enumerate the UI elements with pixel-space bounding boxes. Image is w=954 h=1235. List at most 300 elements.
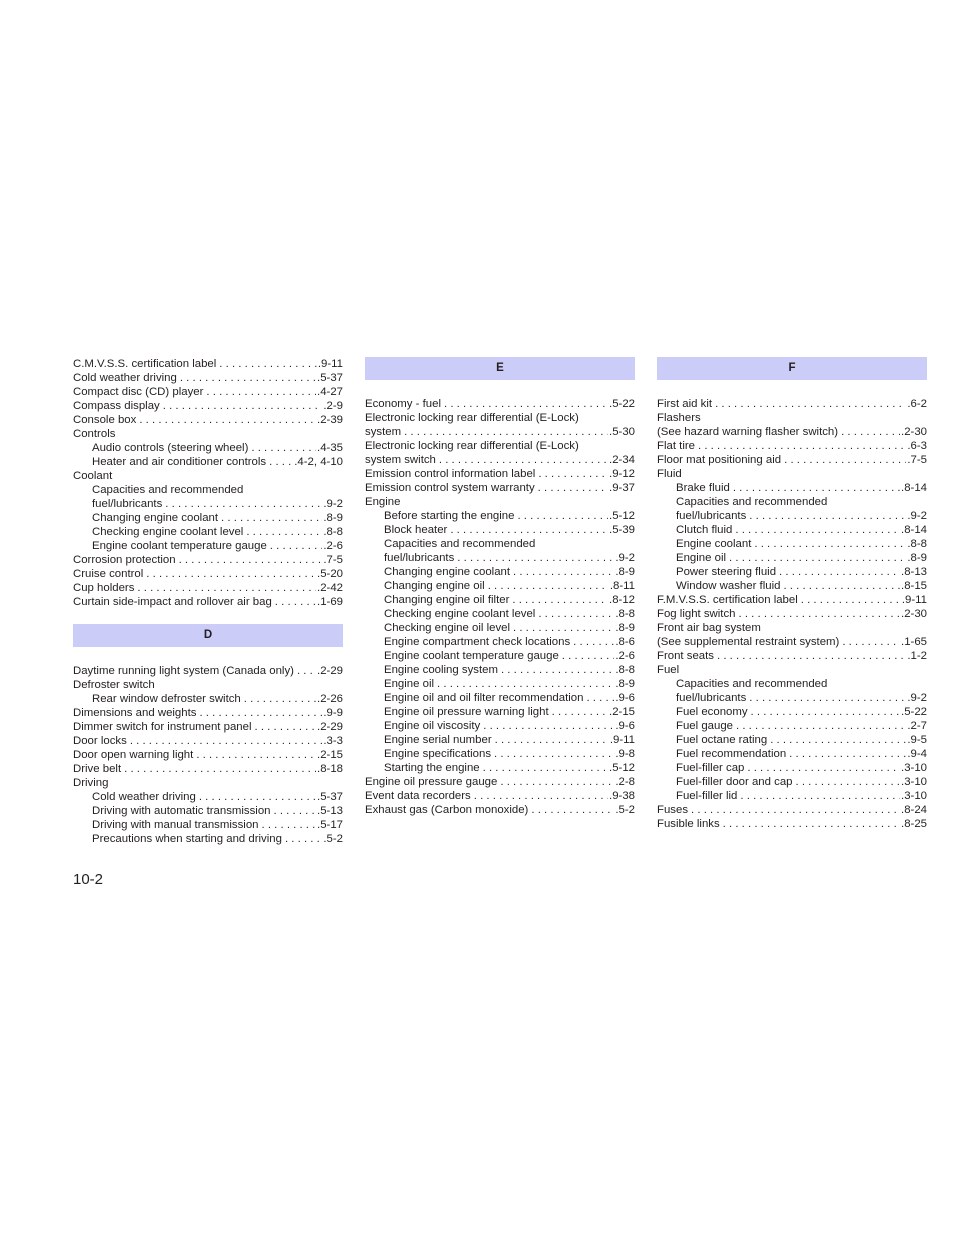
entry-title: fuel/lubricants (384, 552, 455, 564)
dot-leader (179, 553, 323, 567)
dot-leader (165, 497, 322, 511)
entry-title: Curtain side-impact and rollover air bag (73, 596, 272, 608)
entry-page-ref: .8-15 (901, 580, 927, 592)
entry-page-ref: .8-14 (901, 482, 927, 494)
entry-title: Brake fluid (676, 482, 730, 494)
entry-title: Precautions when starting and driving (92, 833, 282, 845)
entry-title: Emission control system warranty (365, 482, 535, 494)
entry-title: Driving (73, 777, 109, 789)
dot-leader (747, 761, 900, 775)
dot-leader (255, 720, 317, 734)
entry-title: Door locks (73, 735, 127, 747)
entry-title: Fuel-filler lid (676, 790, 738, 802)
dot-leader (275, 595, 316, 609)
index-entry (73, 832, 343, 846)
dot-leader (199, 706, 322, 720)
dot-leader (513, 621, 614, 635)
entry-title: Starting the engine (384, 762, 480, 774)
entry-page-ref: .2-30 (901, 608, 927, 620)
entry-page-ref: .5-2 (323, 833, 343, 845)
index-entry (365, 649, 635, 663)
entry-title: Engine (365, 496, 401, 508)
index-entry (657, 663, 927, 677)
index-entry (365, 551, 635, 565)
entry-title: Engine serial number (384, 734, 492, 746)
index-entry (365, 691, 635, 705)
dot-leader (124, 762, 316, 776)
entry-title: Fuel-filler cap (676, 762, 745, 774)
section-gap (73, 609, 343, 624)
entry-page-ref: .9-2 (615, 552, 635, 564)
index-entry (657, 761, 927, 775)
entry-title: Window washer fluid (676, 580, 781, 592)
index-entry (657, 789, 927, 803)
entry-page-ref: .5-12 (609, 762, 635, 774)
index-entry (365, 635, 635, 649)
entry-page-ref: .8-8 (615, 608, 635, 620)
entry-page-ref: .8-9 (615, 622, 635, 634)
index-entry (73, 790, 343, 804)
entry-page-ref: .9-2 (323, 498, 343, 510)
index-entry (365, 803, 635, 817)
index-entry (365, 775, 635, 789)
entry-title: Emission control information label (365, 468, 536, 480)
entry-page-ref: .2-30 (901, 426, 927, 438)
dot-leader (779, 565, 900, 579)
dot-leader (206, 385, 316, 399)
index-entry (365, 495, 635, 509)
entry-page-ref: .5-22 (901, 706, 927, 718)
index-entry (365, 747, 635, 761)
dot-leader (494, 747, 614, 761)
entry-title: Fuel-filler door and cap (676, 776, 793, 788)
dot-leader (717, 649, 906, 663)
entry-title: Engine oil pressure gauge (365, 776, 498, 788)
entry-page-ref: .2-9 (323, 400, 343, 412)
dot-leader (483, 761, 608, 775)
entry-page-ref: .3-10 (901, 776, 927, 788)
index-column-3 (657, 357, 927, 831)
dot-leader (244, 692, 316, 706)
section-header-f: F (657, 357, 927, 380)
dot-leader (531, 803, 614, 817)
entry-title: Electronic locking rear differential (E-Lock) (365, 412, 579, 424)
entry-page-ref: .5-37 (317, 791, 343, 803)
dot-leader (439, 453, 608, 467)
entry-title: Exhaust gas (Carbon monoxide) (365, 804, 529, 816)
entry-title: Fusible links (657, 818, 720, 830)
entry-title: Fuel recommendation (676, 748, 787, 760)
index-entry (73, 455, 343, 469)
entry-page-ref: .3-10 (901, 790, 927, 802)
index-entry (73, 595, 343, 609)
index-entry (365, 733, 635, 747)
dot-leader (137, 581, 316, 595)
dot-leader (163, 399, 323, 413)
entry-page-ref: .6-2 (907, 398, 927, 410)
entry-title: Checking engine coolant level (384, 608, 536, 620)
dot-leader (842, 635, 900, 649)
index-entry (365, 523, 635, 537)
entry-title: Console box (73, 414, 137, 426)
dot-leader (749, 509, 906, 523)
index-entry (657, 523, 927, 537)
entry-title: Capacities and recommended (676, 496, 828, 508)
entry-title: Fuel economy (676, 706, 748, 718)
entry-page-ref: .9-11 (317, 358, 343, 370)
section-header-e: E (365, 357, 635, 380)
index-entry (365, 677, 635, 691)
dot-leader (146, 567, 316, 581)
dot-leader (789, 747, 906, 761)
entry-page-ref: .8-11 (609, 580, 635, 592)
entry-title: Audio controls (steering wheel) (92, 442, 249, 454)
entry-page-ref: .8-18 (317, 763, 343, 775)
section-header-d: D (73, 624, 343, 647)
entry-page-ref: .1-69 (317, 596, 343, 608)
index-entry (73, 539, 343, 553)
index-entry (73, 804, 343, 818)
dot-leader (457, 551, 614, 565)
entry-title: Defroster switch (73, 679, 155, 691)
index-column-1 (73, 357, 343, 846)
entry-page-ref: .8-9 (615, 678, 635, 690)
entry-title: Clutch fluid (676, 524, 733, 536)
index-entry (365, 789, 635, 803)
entry-page-ref: .2-6 (323, 540, 343, 552)
entry-title: Engine coolant temperature gauge (92, 540, 267, 552)
entry-title: Engine oil pressure warning light (384, 706, 549, 718)
entry-page-ref: .5-22 (609, 398, 635, 410)
entry-page-ref: .9-2 (907, 692, 927, 704)
entry-page-ref: .2-26 (317, 693, 343, 705)
entry-title: Cold weather driving (92, 791, 196, 803)
index-entry (657, 803, 927, 817)
index-entry (365, 453, 635, 467)
index-entry (657, 607, 927, 621)
dot-leader (474, 789, 608, 803)
dot-leader (783, 579, 900, 593)
entry-title: Daytime running light system (Canada only) (73, 665, 294, 677)
index-entry (657, 551, 927, 565)
entry-page-ref: .9-11 (901, 594, 927, 606)
index-entry (365, 621, 635, 635)
entry-page-ref: .9-38 (609, 790, 635, 802)
entry-title: system switch (365, 454, 436, 466)
entry-title: Engine specifications (384, 748, 492, 760)
dot-leader (552, 705, 608, 719)
entry-title: Engine cooling system (384, 664, 498, 676)
entry-page-ref: .9-6 (615, 720, 635, 732)
dot-leader (270, 539, 323, 553)
entry-page-ref: .2-15 (609, 706, 635, 718)
index-entry (365, 663, 635, 677)
index-entry (73, 567, 343, 581)
entry-title: fuel/lubricants (676, 510, 747, 522)
entry-title: Engine oil viscosity (384, 720, 481, 732)
index-entry (657, 747, 927, 761)
index-entry (657, 495, 927, 509)
dot-leader (495, 733, 609, 747)
entry-page-ref: .4-35 (317, 442, 343, 454)
dot-leader (512, 593, 608, 607)
index-entry (73, 706, 343, 720)
index-entry (73, 371, 343, 385)
index-entry (657, 719, 927, 733)
dot-leader (723, 817, 900, 831)
dot-leader (801, 593, 901, 607)
entry-page-ref: .5-39 (609, 524, 635, 536)
entry-page-ref: .5-20 (317, 568, 343, 580)
dot-leader (770, 733, 906, 747)
entry-page-ref: .8-8 (907, 538, 927, 550)
dot-leader (715, 397, 906, 411)
entry-title: Engine coolant temperature gauge (384, 650, 559, 662)
dot-leader (251, 441, 316, 455)
index-entry (657, 677, 927, 691)
index-entry (73, 357, 343, 371)
entry-title: Flashers (657, 412, 701, 424)
entry-page-ref: .9-5 (907, 734, 927, 746)
dot-leader (538, 481, 608, 495)
index-entry (657, 705, 927, 719)
entry-title: Engine oil (676, 552, 727, 564)
entry-title: fuel/lubricants (676, 692, 747, 704)
index-entry (365, 607, 635, 621)
index-entry (657, 411, 927, 425)
entry-title: Changing engine oil (384, 580, 485, 592)
index-entry (73, 385, 343, 399)
entry-title: Changing engine coolant (92, 512, 219, 524)
index-entry (657, 565, 927, 579)
entry-title: Changing engine coolant (384, 566, 511, 578)
entry-page-ref: .9-8 (615, 748, 635, 760)
dot-leader (841, 425, 900, 439)
entry-page-ref: .8-8 (615, 664, 635, 676)
dot-leader (246, 525, 322, 539)
entry-page-ref: .1-65 (901, 636, 927, 648)
dot-leader (586, 691, 614, 705)
index-entry (365, 467, 635, 481)
index-entry (73, 427, 343, 441)
entry-title: (See supplemental restraint system) (657, 636, 840, 648)
dot-leader (784, 453, 906, 467)
entry-page-ref: .2-29 (317, 665, 343, 677)
entry-title: Drive belt (73, 763, 122, 775)
dot-leader (562, 649, 615, 663)
entry-page-ref: .2-7 (907, 720, 927, 732)
index-entry (73, 413, 343, 427)
index-entry (657, 439, 927, 453)
index-entry (73, 678, 343, 692)
index-entry (73, 581, 343, 595)
entry-title: Flat tire (657, 440, 695, 452)
dot-leader (269, 455, 293, 469)
dot-leader (749, 691, 906, 705)
entry-title: Driving with manual transmission (92, 819, 259, 831)
entry-page-ref: .9-6 (615, 692, 635, 704)
index-column-2 (365, 357, 635, 817)
entry-page-ref: .3-3 (323, 735, 343, 747)
entry-title: Heater and air conditioner controls (92, 456, 267, 468)
entry-title: Compact disc (CD) player (73, 386, 204, 398)
entry-title: Capacities and recommended (676, 678, 828, 690)
entry-title: Fuses (657, 804, 689, 816)
entry-page-ref: .8-9 (323, 512, 343, 524)
dot-leader (219, 357, 317, 371)
entry-page-ref: .9-2 (907, 510, 927, 522)
index-entry (365, 411, 635, 425)
index-entry (73, 664, 343, 678)
dot-leader (274, 804, 317, 818)
index-entry (365, 593, 635, 607)
entry-title: Cold weather driving (73, 372, 177, 384)
dot-leader (262, 818, 317, 832)
entry-page-ref: .9-37 (609, 482, 635, 494)
dot-leader (297, 664, 316, 678)
dot-leader (538, 607, 614, 621)
entry-title: Coolant (73, 470, 113, 482)
entry-title: Door open warning light (73, 749, 194, 761)
entry-page-ref: .8-14 (901, 524, 927, 536)
entry-title: (See hazard warning flasher switch) (657, 426, 839, 438)
entry-title: Checking engine coolant level (92, 526, 244, 538)
index-entry (657, 397, 927, 411)
dot-leader (450, 523, 608, 537)
entry-title: Rear window defroster switch (92, 693, 241, 705)
entry-page-ref: .9-12 (609, 468, 635, 480)
entry-page-ref: .8-9 (907, 552, 927, 564)
index-entry (657, 453, 927, 467)
dot-leader (796, 775, 901, 789)
index-entry (73, 525, 343, 539)
dot-leader (754, 537, 906, 551)
index-entry (657, 481, 927, 495)
dot-leader (698, 439, 906, 453)
page-number: 10-2 (73, 871, 104, 888)
entry-page-ref: .9-11 (609, 734, 635, 746)
index-entry (365, 481, 635, 495)
entry-title: system (365, 426, 402, 438)
entry-title: Capacities and recommended (384, 538, 536, 550)
dot-leader (404, 425, 608, 439)
index-entry (73, 497, 343, 511)
entry-title: Fuel octane rating (676, 734, 768, 746)
dot-leader (221, 511, 322, 525)
entry-title: Cruise control (73, 568, 144, 580)
index-entry (657, 621, 927, 635)
dot-leader (501, 663, 614, 677)
entry-title: Changing engine oil filter (384, 594, 510, 606)
index-entry (73, 692, 343, 706)
index-entry (657, 425, 927, 439)
entry-title: Power steering fluid (676, 566, 777, 578)
entry-page-ref: .8-13 (901, 566, 927, 578)
entry-page-ref: .7-5 (323, 554, 343, 566)
entry-page-ref: .2-6 (615, 650, 635, 662)
index-entry (365, 397, 635, 411)
index-entry (365, 509, 635, 523)
entry-title: Floor mat positioning aid (657, 454, 782, 466)
entry-title: Economy - fuel (365, 398, 441, 410)
index-entry (365, 719, 635, 733)
entry-title: Fog light switch (657, 608, 736, 620)
dot-leader (517, 509, 608, 523)
dot-leader (139, 413, 316, 427)
index-entry (73, 720, 343, 734)
index-entry (657, 817, 927, 831)
entry-title: Electronic locking rear differential (E-Lock) (365, 440, 579, 452)
entry-page-ref: .2-8 (615, 776, 635, 788)
entry-page-ref: .2-29 (317, 721, 343, 733)
entry-title: Block heater (384, 524, 448, 536)
index-entry (657, 635, 927, 649)
index-entry (73, 734, 343, 748)
index-entry (73, 399, 343, 413)
entry-title: Fuel gauge (676, 720, 733, 732)
entry-page-ref: .8-25 (901, 818, 927, 830)
dot-leader (573, 635, 614, 649)
entry-title: Engine oil (384, 678, 435, 690)
entry-page-ref: .5-12 (609, 510, 635, 522)
entry-title: fuel/lubricants (92, 498, 163, 510)
entry-page-ref: .8-9 (615, 566, 635, 578)
dot-leader (199, 790, 316, 804)
index-entry (365, 537, 635, 551)
dot-leader (729, 551, 906, 565)
entry-page-ref: .2-42 (317, 582, 343, 594)
entry-page-ref: .2-34 (609, 454, 635, 466)
entry-page-ref: .4-27 (317, 386, 343, 398)
dot-leader (488, 579, 609, 593)
entry-title: Engine compartment check locations (384, 636, 571, 648)
dot-leader (751, 705, 900, 719)
entry-title: Before starting the engine (384, 510, 515, 522)
entry-page-ref: .6-3 (907, 440, 927, 452)
entry-page-ref: .8-24 (901, 804, 927, 816)
index-entry (73, 511, 343, 525)
entry-title: Fluid (657, 468, 682, 480)
index-entry (657, 733, 927, 747)
index-entry (73, 762, 343, 776)
entry-page-ref: .9-9 (323, 707, 343, 719)
entry-page-ref: .8-8 (323, 526, 343, 538)
dot-leader (733, 481, 900, 495)
entry-page-ref: .8-6 (615, 636, 635, 648)
entry-title: Corrosion protection (73, 554, 176, 566)
dot-leader (196, 748, 316, 762)
dot-leader (437, 677, 614, 691)
entry-title: Driving with automatic transmission (92, 805, 271, 817)
dot-leader (500, 775, 614, 789)
entry-title: Cup holders (73, 582, 135, 594)
dot-leader (180, 371, 316, 385)
entry-page-ref: .2-15 (317, 749, 343, 761)
index-entry (657, 537, 927, 551)
index-entry (73, 469, 343, 483)
index-entry (365, 565, 635, 579)
dot-leader (739, 607, 901, 621)
entry-page-ref: .5-13 (317, 805, 343, 817)
index-entry (657, 775, 927, 789)
index-entry (365, 425, 635, 439)
entry-page-ref: .5-30 (609, 426, 635, 438)
entry-title: C.M.V.S.S. certification label (73, 358, 217, 370)
dot-leader (538, 467, 608, 481)
entry-title: Front air bag system (657, 622, 761, 634)
entry-page-ref: .3-10 (901, 762, 927, 774)
index-entry (657, 691, 927, 705)
